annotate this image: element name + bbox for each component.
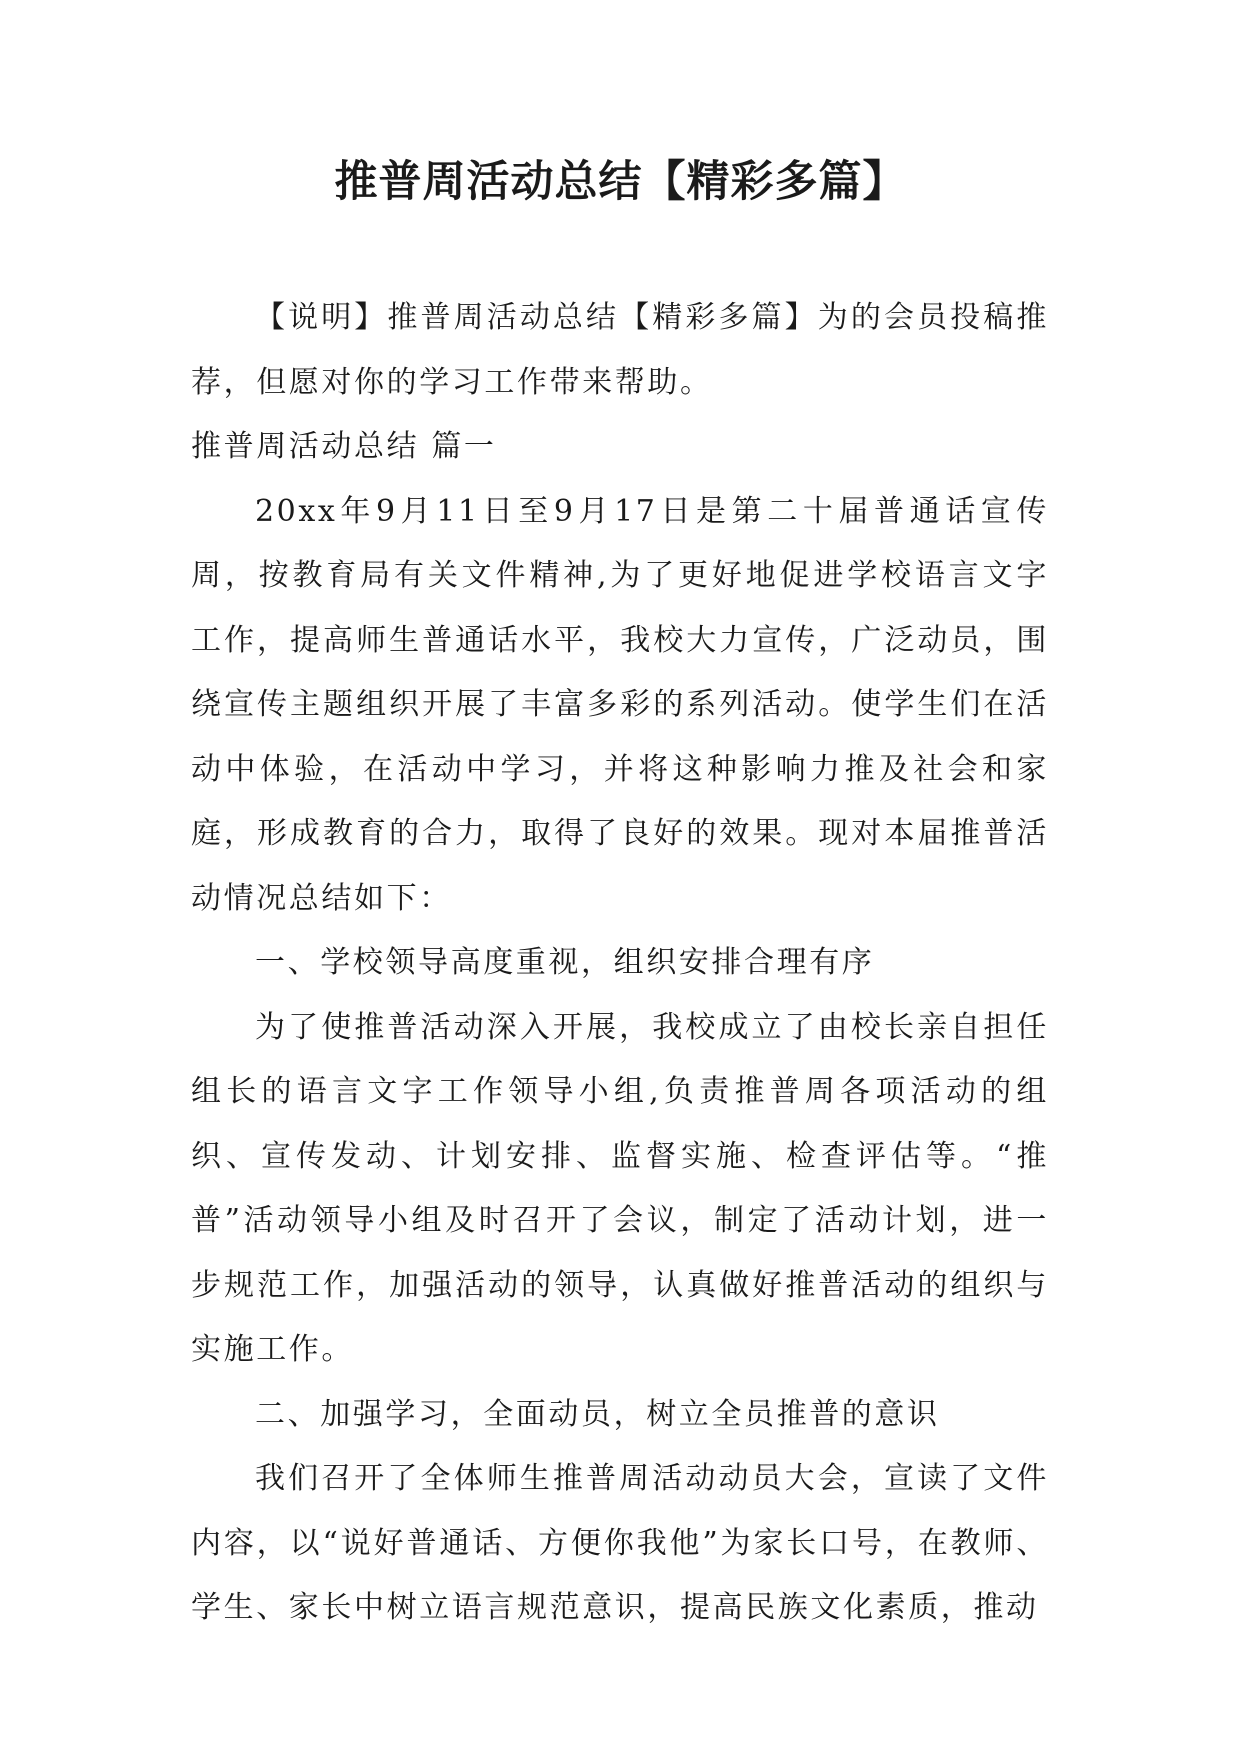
- document-body: [191, 286, 1049, 1641]
- section-heading: 推普周活动总结 篇一: [191, 429, 497, 464]
- subheading-2: 二、加强学习，全面动员，树立全员推普的意识: [255, 1396, 940, 1432]
- intro-paragraph: 【说明】推普周活动总结【精彩多篇】为的会员投稿推荐，但愿对你的学习工作带来帮助。: [191, 300, 1049, 400]
- body-paragraph-3: 我们召开了全体师生推普周活动动员大会，宣读了文件内容，以“说好普通话、方便你我他”为家长口号，在教师、学生、家长中树立语言规范意识，提高民族文化素质，推动: [191, 1461, 1049, 1625]
- body-paragraph-2: 为了使推普活动深入开展，我校成立了由校长亲自担任组长的语言文字工作领导小组,负责推普周各项活动的组织、宣传发动、计划安排、监督实施、检查评估等。“推普”活动领导小组及时召开了会议，制定了活动计划，进一步规范工作，加强活动的领导，认真做好推普活动的组织与 实施工作。: [191, 1009, 1049, 1367]
- body-paragraph-1: 20xx年9月11日至9月17日是第二十届普通话宣传周，按教育局有关文件精神,为了更好地促进学校语言文字工作，提高师生普通话水平，我校大力宣传，广泛动员，围绕宣传主题组织开展了丰富多彩的系列活动。使学生们在活动中体验，在活动中学习，并将这种影响力推及社会和家庭，形成教育的合力，取得了良好的效果。现对本届推普活动情况总结如下：: [191, 493, 1049, 916]
- document-title: 推普周活动总结【精彩多篇】: [334, 157, 907, 207]
- subheading-1: 一、学校领导高度重视，组织安排合理有序: [255, 945, 875, 980]
